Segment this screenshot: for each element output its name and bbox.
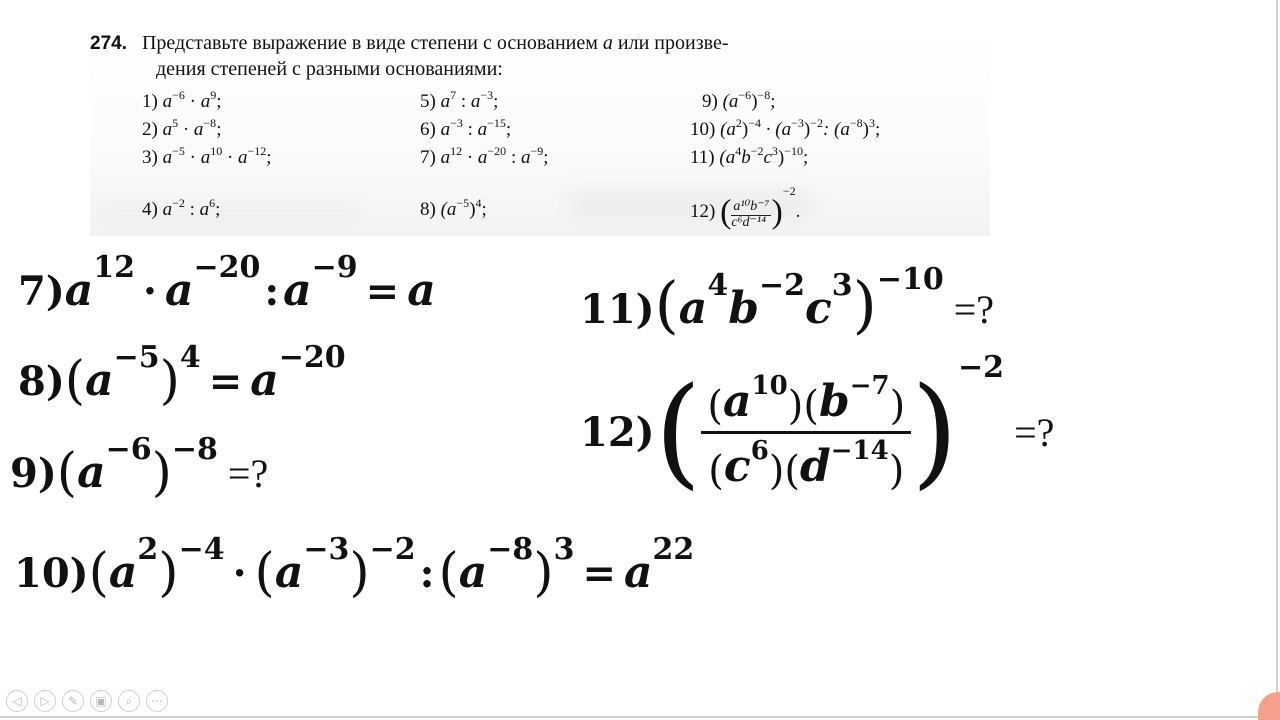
solution-8: $8)(a^{-5})^4= a^{-20}$ bbox=[18, 340, 346, 411]
task-number: 274. bbox=[90, 33, 127, 54]
solution-7: $7)a^{12}\cdot$ $a^{-20}:a^{-9}= a$ bbox=[18, 250, 436, 316]
exercise-2: 2) $a^5 \cdot a^{-8}$; bbox=[142, 116, 222, 140]
prev-icon[interactable]: ◁ bbox=[6, 690, 28, 712]
exercise-4: 4) $a^{-2}$ : $a^6$; bbox=[142, 196, 221, 220]
more-icon[interactable]: ⋯ bbox=[146, 690, 168, 712]
exercise-6: 6) $a^{-3}$ : $a^{-15}$; bbox=[420, 116, 512, 140]
fraction: $\frac{(a^{10})(b^{-7})}{(c^6)(d^{-14})}$ bbox=[701, 371, 911, 494]
task-header-line2: дения степеней с разными основаниями: bbox=[156, 58, 503, 80]
pen-icon[interactable]: ✎ bbox=[62, 690, 84, 712]
pages-icon[interactable]: ▣ bbox=[90, 690, 112, 712]
exercise-7: 7) $a^{12} \cdot a^{-20}$ : $a^{-9}$; bbox=[420, 144, 549, 168]
slideshow-controls bbox=[6, 690, 168, 712]
textbook-scan bbox=[90, 26, 990, 236]
exercise-8: 8) $(a^{-5})^4$; bbox=[420, 196, 487, 220]
exercise-1: 1) $a^{-6} \cdot a^9$; bbox=[142, 88, 222, 112]
solution-11: $11)(a^4b^{-2}c^3)^{-10}=$? bbox=[580, 262, 995, 341]
zoom-icon[interactable]: ⌕ bbox=[118, 690, 140, 712]
exercise-12: 12) ( $\frac{\text{a¹⁰b⁻⁷}}{\text{c⁶d⁻¹⁴}}$ )$^{-2}$. bbox=[690, 184, 801, 231]
solution-12: 12)( $\frac{(a^{10})(b^{-7})}{(c^6)(d^{-14})}$ )$^{-2}$=? bbox=[580, 350, 1055, 502]
solution-10: $10)(a^2)^{-4}\cdot$ $(a^{-3})^{-2}:(a^{-8})^3= a^{22}$ bbox=[14, 532, 695, 603]
exercise-9: 9) $(a^{-6})^{-8}$; bbox=[702, 88, 776, 112]
solution-9: $9)(a^{-6})^{-8}=$? bbox=[10, 432, 269, 503]
next-icon[interactable]: ▷ bbox=[34, 690, 56, 712]
task-header: 274. Представьте выражение в виде степени с основанием a или произве- bbox=[90, 32, 729, 54]
exercise-11: 11) $(a^4b^{-2}c^3)^{-10}$; bbox=[690, 144, 809, 168]
exercise-10: 10) $(a^2)^{-4} \cdot (a^{-3})^{-2}$: $(a^{-8})^3$; bbox=[690, 116, 881, 140]
exercise-3: 3) $a^{-5} \cdot a^{10} \cdot a^{-12}$; bbox=[142, 144, 272, 168]
exercise-5: 5) $a^7$ : $a^{-3}$; bbox=[420, 88, 499, 112]
